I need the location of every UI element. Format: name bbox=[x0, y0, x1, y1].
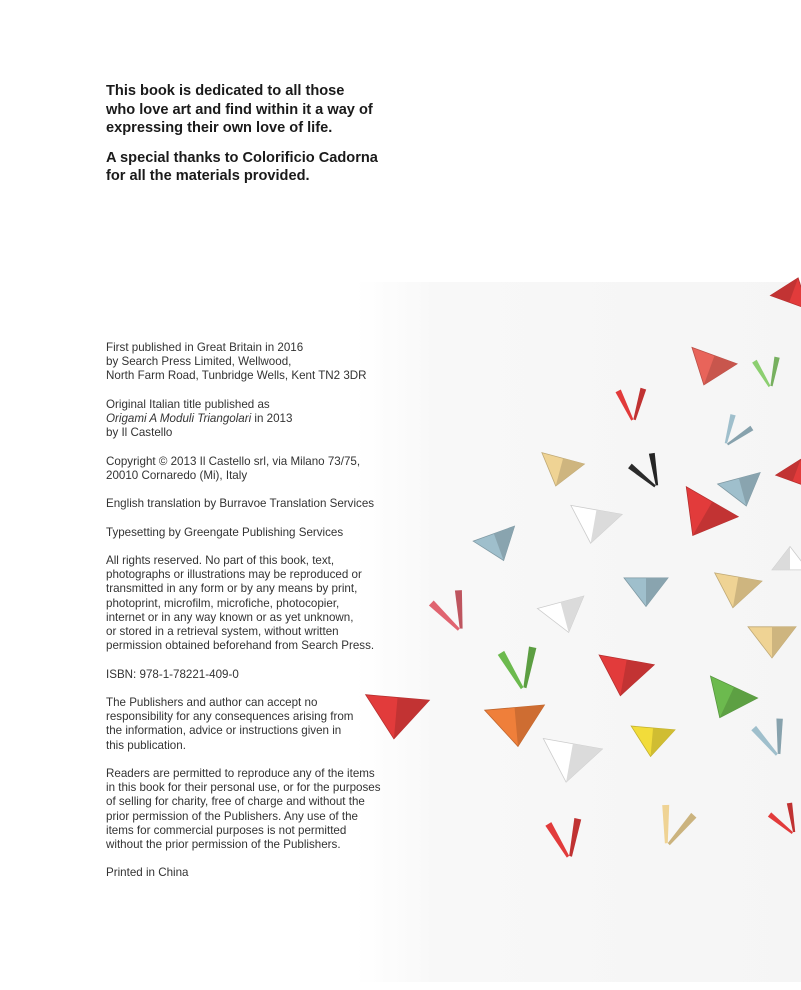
origami-module-red bbox=[615, 387, 648, 421]
origami-module-red bbox=[776, 453, 801, 487]
origami-module-red bbox=[770, 271, 801, 309]
origami-module-white bbox=[565, 505, 622, 547]
origami-module-white bbox=[772, 547, 801, 570]
rights-notice: All rights reserved. No part of this book, text, photographs or illustrations may be reproduced or transmitted in any form or by any means by print, photoprint, microfilm, microfiche, photocopier, internet or in any way known or as yet unknown, or stored in a retrieval system, without written permission obtained beforehand from Search Press. bbox=[106, 553, 375, 653]
first-published: First published in Great Britain in 2016 by Search Press Limited, Wellwood, North Farm Road, Tunbridge Wells, Kent TN2 3DR bbox=[106, 341, 367, 383]
original-title-prefix: Original Italian title published as bbox=[106, 397, 270, 411]
origami-module-red bbox=[593, 655, 654, 701]
printed-in: Printed in China bbox=[106, 866, 189, 880]
origami-module-red bbox=[667, 487, 738, 551]
origami-module-white bbox=[537, 739, 603, 788]
origami-module-white bbox=[537, 596, 591, 639]
origami-module-pink bbox=[428, 588, 477, 638]
origami-module-cream bbox=[650, 803, 697, 851]
translation-credit: English translation by Burravoe Translation Services bbox=[106, 497, 375, 511]
origami-module-red bbox=[362, 695, 429, 742]
original-publisher: by Il Castello bbox=[106, 426, 173, 440]
origami-module-red bbox=[767, 801, 801, 840]
responsibility-notice: The Publishers and author can accept no responsibility for any consequences arising from the information, advice or instructions given in this publication. bbox=[106, 695, 354, 752]
origami-module-blue bbox=[624, 578, 668, 607]
origami-module-blue bbox=[718, 473, 768, 512]
origami-module-lightgreen bbox=[752, 356, 785, 389]
origami-module-coral bbox=[681, 347, 737, 393]
origami-module-black bbox=[627, 451, 670, 494]
origami-module-blue bbox=[750, 716, 793, 760]
origami-module-green bbox=[497, 645, 543, 692]
origami-module-cream bbox=[709, 573, 762, 612]
isbn: ISBN: 978-1-78221-409-0 bbox=[106, 667, 239, 681]
origami-module-yellow bbox=[629, 726, 675, 758]
typesetting-credit: Typesetting by Greengate Publishing Services bbox=[106, 525, 344, 539]
special-thanks-text: A special thanks to Colorificio Cadorna for all the materials provided. bbox=[106, 149, 378, 184]
original-title: Origami A Moduli Triangolari bbox=[106, 412, 252, 425]
copyright: Copyright © 2013 Il Castello srl, via Milano 73/75, 20010 Cornaredo (Mi), Italy bbox=[106, 454, 361, 482]
origami-module-red bbox=[545, 817, 587, 860]
reproduction-notice: Readers are permitted to reproduce any of the items in this book for their personal use, or for the purposes of selling for charity, free of charge and without the prior permission of the Publishers. Any use of the items for commercial purposes is not permitted without the prior permission of the Publishers. bbox=[106, 766, 381, 851]
origami-module-green bbox=[696, 676, 757, 729]
origami-module-orange bbox=[485, 705, 548, 749]
original-title-suffix: in 2013 bbox=[251, 412, 293, 425]
origami-module-cream bbox=[748, 627, 796, 658]
origami-module-blue bbox=[715, 413, 755, 453]
origami-module-blue bbox=[473, 526, 524, 568]
origami-module-cream bbox=[534, 453, 584, 492]
dedication-text: This book is dedicated to all those who love art and find within it a way of expressing their own love of life. bbox=[106, 83, 373, 136]
